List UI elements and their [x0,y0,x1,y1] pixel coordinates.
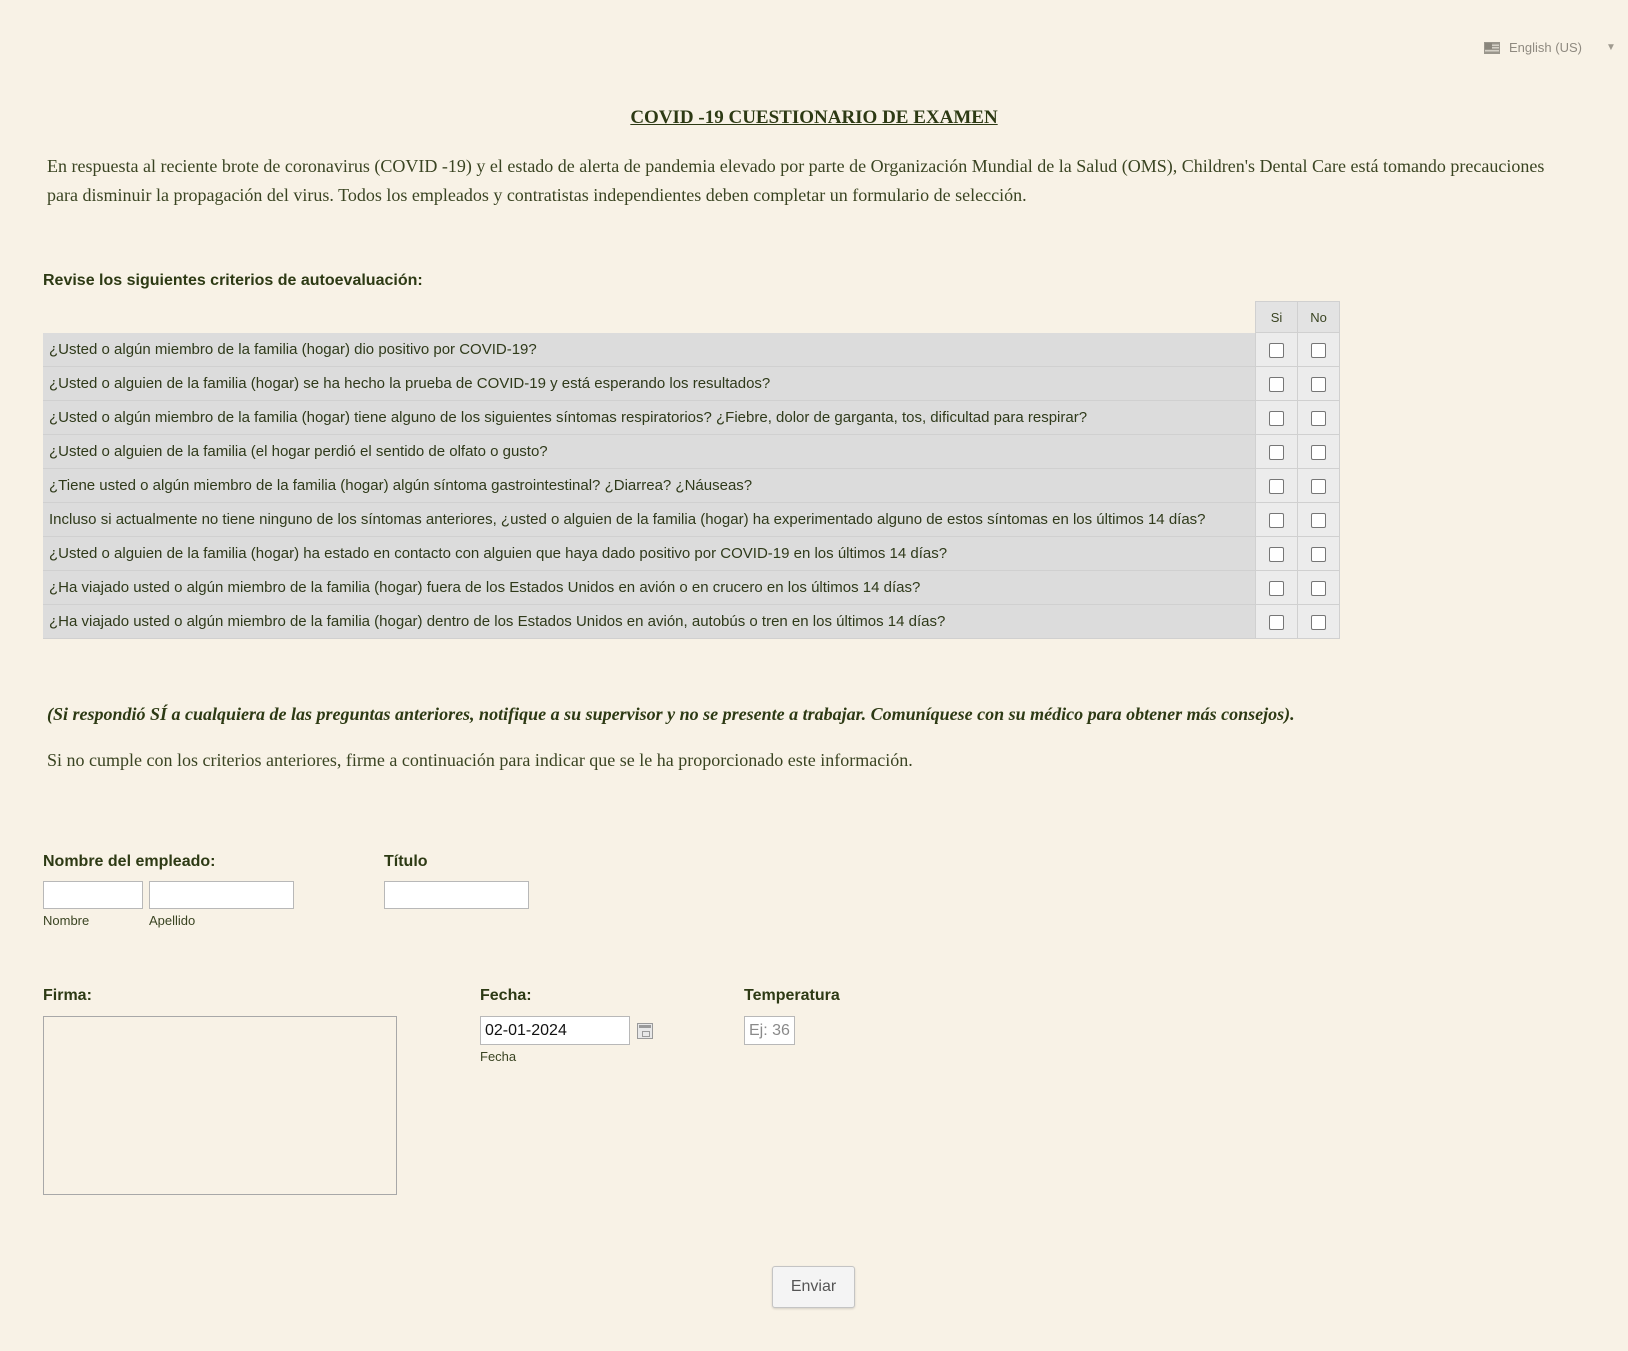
criteria-row [43,605,1340,639]
checkbox-si[interactable] [1269,513,1284,528]
criteria-row [43,571,1340,605]
sign-note: Si no cumple con los criterios anteriores, firme a continuación para indicar que se le ha proporcionado este información. [47,750,913,770]
checkbox-si[interactable] [1269,445,1284,460]
us-flag-icon [1484,42,1500,54]
last-name-input[interactable] [149,881,294,909]
criteria-question: ¿Ha viajado usted o algún miembro de la familia (hogar) dentro de los Estados Unidos en avión, autobús o tren en los últimos 14 días? [43,605,1256,639]
criteria-question: ¿Usted o algún miembro de la familia (hogar) tiene alguno de los siguientes síntomas respiratorios? ¿Fiebre, dolor de garganta, tos, dificultad para respirar? [43,401,1256,435]
checkbox-no[interactable] [1311,377,1326,392]
checkbox-si[interactable] [1269,377,1284,392]
submit-button[interactable]: Enviar [772,1266,855,1308]
criteria-question: ¿Usted o algún miembro de la familia (hogar) dio positivo por COVID-19? [43,333,1256,367]
signature-label: Firma: [43,987,92,1004]
temperature-label: Temperatura [744,987,840,1004]
form-title: COVID -19 CUESTIONARIO DE EXAMEN [630,107,998,128]
criteria-row [43,333,1340,367]
criteria-question: ¿Usted o alguien de la familia (el hogar perdió el sentido de olfato o gusto? [43,435,1256,469]
employee-name-label: Nombre del empleado: [43,853,216,870]
criteria-row [43,537,1340,571]
checkbox-si[interactable] [1269,615,1284,630]
column-header-si: Si [1256,302,1298,333]
job-title-label: Título [384,853,428,870]
criteria-question: ¿Usted o alguien de la familia (hogar) ha estado en contacto con alguien que haya dado positivo por COVID-19 en los últimos 14 días? [43,537,1256,571]
checkbox-no[interactable] [1311,547,1326,562]
checkbox-no[interactable] [1311,343,1326,358]
criteria-question: ¿Usted o alguien de la familia (hogar) se ha hecho la prueba de COVID-19 y está esperando los resultados? [43,367,1256,401]
first-name-sublabel: Nombre [43,913,90,928]
date-label: Fecha: [480,987,532,1004]
caret-down-icon: ▼ [1605,42,1616,53]
checkbox-si[interactable] [1269,411,1284,426]
criteria-row [43,367,1340,401]
checkbox-no[interactable] [1311,445,1326,460]
notice-text: (Si respondió SÍ a cualquiera de las preguntas anteriores, notifique a su supervisor y no se presente a trabajar. Comuníquese con su médico para obtener más consejos). [47,704,1295,724]
criteria-question: ¿Ha viajado usted o algún miembro de la familia (hogar) fuera de los Estados Unidos en avión o en crucero en los últimos 14 días? [43,571,1256,605]
criteria-row [43,469,1340,503]
checkbox-si[interactable] [1269,479,1284,494]
language-selector[interactable] [1484,40,1616,55]
last-name-sublabel: Apellido [149,913,196,928]
criteria-matrix [43,301,1340,639]
checkbox-no[interactable] [1311,411,1326,426]
calendar-icon[interactable] [637,1023,653,1039]
checkbox-no[interactable] [1311,615,1326,630]
checkbox-si[interactable] [1269,343,1284,358]
criteria-label: Revise los siguientes criterios de autoevaluación: [43,272,423,289]
temperature-input[interactable] [744,1016,795,1045]
first-name-input[interactable] [43,881,143,909]
criteria-row [43,435,1340,469]
intro-paragraph: En respuesta al reciente brote de coronavirus (COVID -19) y el estado de alerta de pandemia elevado por parte de Organización Mundial de la Salud (OMS), Children's Dental Care está tomando precauciones para disminuir la propagación del virus. Todos los empleados y contratistas independientes deben completar un formulario de selección. [47,156,1545,205]
criteria-question: Incluso si actualmente no tiene ninguno de los síntomas anteriores, ¿usted o alguien de la familia (hogar) ha experimentado alguno de estos síntomas en los últimos 14 días? [43,503,1256,537]
job-title-input[interactable] [384,881,529,909]
date-sublabel: Fecha [480,1049,517,1064]
checkbox-no[interactable] [1311,581,1326,596]
column-header-no: No [1298,302,1340,333]
checkbox-no[interactable] [1311,513,1326,528]
criteria-row [43,503,1340,537]
criteria-question: ¿Tiene usted o algún miembro de la familia (hogar) algún síntoma gastrointestinal? ¿Diarrea? ¿Náuseas? [43,469,1256,503]
checkbox-si[interactable] [1269,547,1284,562]
checkbox-no[interactable] [1311,479,1326,494]
language-label: English (US) [1509,40,1582,55]
date-input[interactable] [480,1016,630,1045]
criteria-row [43,401,1340,435]
signature-pad[interactable] [43,1016,397,1195]
checkbox-si[interactable] [1269,581,1284,596]
